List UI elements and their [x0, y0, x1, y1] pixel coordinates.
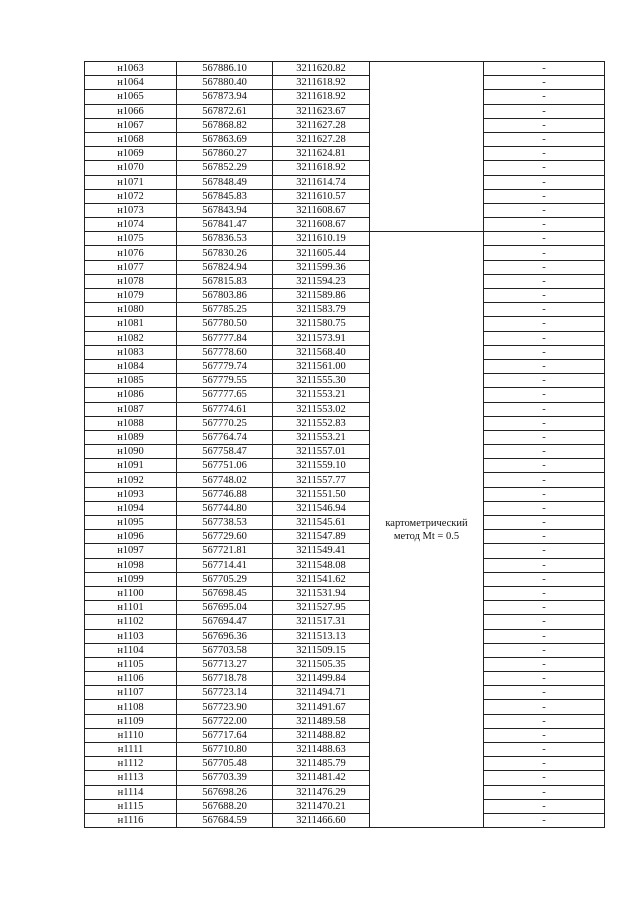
y-coordinate-cell: 3211476.29: [273, 785, 370, 799]
description-cell: -: [484, 118, 605, 132]
point-name-cell: н1073: [85, 203, 177, 217]
table-row: [85, 743, 605, 757]
y-coordinate-cell: 3211527.95: [273, 601, 370, 615]
point-name-cell: н1116: [85, 813, 177, 827]
description-cell: -: [484, 62, 605, 76]
description-cell: -: [484, 161, 605, 175]
description-cell: -: [484, 402, 605, 416]
y-coordinate-cell: 3211557.01: [273, 445, 370, 459]
y-coordinate-cell: 3211470.21: [273, 799, 370, 813]
y-coordinate-cell: 3211608.67: [273, 203, 370, 217]
table-row: [85, 147, 605, 161]
x-coordinate-cell: 567718.78: [177, 672, 273, 686]
point-name-cell: н1091: [85, 459, 177, 473]
description-cell: -: [484, 530, 605, 544]
description-cell: -: [484, 331, 605, 345]
table-row: [85, 813, 605, 827]
table-row: [85, 601, 605, 615]
y-coordinate-cell: 3211623.67: [273, 104, 370, 118]
description-cell: -: [484, 643, 605, 657]
description-cell: -: [484, 246, 605, 260]
x-coordinate-cell: 567830.26: [177, 246, 273, 260]
table-row: [85, 345, 605, 359]
y-coordinate-cell: 3211553.21: [273, 388, 370, 402]
point-name-cell: н1079: [85, 289, 177, 303]
y-coordinate-cell: 3211561.00: [273, 359, 370, 373]
description-cell: -: [484, 218, 605, 232]
point-name-cell: н1093: [85, 487, 177, 501]
x-coordinate-cell: 567780.50: [177, 317, 273, 331]
x-coordinate-cell: 567721.81: [177, 544, 273, 558]
point-name-cell: н1109: [85, 714, 177, 728]
description-cell: -: [484, 445, 605, 459]
y-coordinate-cell: 3211580.75: [273, 317, 370, 331]
point-name-cell: н1077: [85, 260, 177, 274]
table-row: [85, 586, 605, 600]
table-row: [85, 260, 605, 274]
table-row: [85, 771, 605, 785]
table-row: [85, 459, 605, 473]
table-row: [85, 416, 605, 430]
description-cell: -: [484, 615, 605, 629]
point-name-cell: н1102: [85, 615, 177, 629]
y-coordinate-cell: 3211517.31: [273, 615, 370, 629]
table-row: [85, 246, 605, 260]
table-row: [85, 62, 605, 76]
description-cell: -: [484, 232, 605, 246]
y-coordinate-cell: 3211531.94: [273, 586, 370, 600]
description-cell: -: [484, 388, 605, 402]
point-name-cell: н1071: [85, 175, 177, 189]
table-row: [85, 90, 605, 104]
y-coordinate-cell: 3211614.74: [273, 175, 370, 189]
y-coordinate-cell: 3211557.77: [273, 473, 370, 487]
x-coordinate-cell: 567848.49: [177, 175, 273, 189]
description-cell: -: [484, 416, 605, 430]
y-coordinate-cell: 3211618.92: [273, 76, 370, 90]
point-name-cell: н1089: [85, 430, 177, 444]
point-name-cell: н1078: [85, 274, 177, 288]
table-row: [85, 402, 605, 416]
point-name-cell: н1101: [85, 601, 177, 615]
description-cell: -: [484, 104, 605, 118]
description-cell: -: [484, 289, 605, 303]
table-row: [85, 203, 605, 217]
x-coordinate-cell: 567705.29: [177, 572, 273, 586]
x-coordinate-cell: 567852.29: [177, 161, 273, 175]
point-name-cell: н1088: [85, 416, 177, 430]
x-coordinate-cell: 567748.02: [177, 473, 273, 487]
point-name-cell: н1112: [85, 757, 177, 771]
x-coordinate-cell: 567779.74: [177, 359, 273, 373]
table-row: [85, 501, 605, 515]
x-coordinate-cell: 567738.53: [177, 516, 273, 530]
y-coordinate-cell: 3211599.36: [273, 260, 370, 274]
description-cell: -: [484, 672, 605, 686]
table-row: [85, 388, 605, 402]
table-row: [85, 544, 605, 558]
x-coordinate-cell: 567746.88: [177, 487, 273, 501]
x-coordinate-cell: 567785.25: [177, 303, 273, 317]
description-cell: -: [484, 686, 605, 700]
table-row: [85, 757, 605, 771]
y-coordinate-cell: 3211568.40: [273, 345, 370, 359]
y-coordinate-cell: 3211546.94: [273, 501, 370, 515]
point-name-cell: н1098: [85, 558, 177, 572]
table-row: [85, 118, 605, 132]
x-coordinate-cell: 567777.84: [177, 331, 273, 345]
point-name-cell: н1113: [85, 771, 177, 785]
x-coordinate-cell: 567705.48: [177, 757, 273, 771]
point-name-cell: н1105: [85, 657, 177, 671]
table-row: [85, 473, 605, 487]
y-coordinate-cell: 3211481.42: [273, 771, 370, 785]
x-coordinate-cell: 567710.80: [177, 743, 273, 757]
table-row: [85, 643, 605, 657]
point-name-cell: н1080: [85, 303, 177, 317]
table-row: [85, 530, 605, 544]
table-row: [85, 714, 605, 728]
table-row: [85, 558, 605, 572]
description-cell: -: [484, 771, 605, 785]
table-row: [85, 728, 605, 742]
y-coordinate-cell: 3211494.71: [273, 686, 370, 700]
y-coordinate-cell: 3211485.79: [273, 757, 370, 771]
description-cell: -: [484, 459, 605, 473]
description-cell: -: [484, 700, 605, 714]
table-row: [85, 700, 605, 714]
description-cell: -: [484, 629, 605, 643]
description-cell: -: [484, 473, 605, 487]
point-name-cell: н1115: [85, 799, 177, 813]
x-coordinate-cell: 567684.59: [177, 813, 273, 827]
table-row: [85, 572, 605, 586]
point-name-cell: н1097: [85, 544, 177, 558]
description-cell: -: [484, 657, 605, 671]
y-coordinate-cell: 3211488.63: [273, 743, 370, 757]
table-row: [85, 331, 605, 345]
x-coordinate-cell: 567703.58: [177, 643, 273, 657]
description-cell: -: [484, 813, 605, 827]
table-row: [85, 686, 605, 700]
x-coordinate-cell: 567758.47: [177, 445, 273, 459]
point-name-cell: н1066: [85, 104, 177, 118]
description-cell: -: [484, 317, 605, 331]
x-coordinate-cell: 567868.82: [177, 118, 273, 132]
table-row: [85, 516, 605, 530]
y-coordinate-cell: 3211610.19: [273, 232, 370, 246]
table-row: [85, 161, 605, 175]
y-coordinate-cell: 3211509.15: [273, 643, 370, 657]
x-coordinate-cell: 567751.06: [177, 459, 273, 473]
description-cell: -: [484, 799, 605, 813]
y-coordinate-cell: 3211610.57: [273, 189, 370, 203]
x-coordinate-cell: 567698.45: [177, 586, 273, 600]
point-name-cell: н1068: [85, 132, 177, 146]
y-coordinate-cell: 3211553.02: [273, 402, 370, 416]
table-row: [85, 445, 605, 459]
x-coordinate-cell: 567873.94: [177, 90, 273, 104]
point-name-cell: н1100: [85, 586, 177, 600]
point-name-cell: н1099: [85, 572, 177, 586]
y-coordinate-cell: 3211553.21: [273, 430, 370, 444]
description-cell: -: [484, 345, 605, 359]
point-name-cell: н1065: [85, 90, 177, 104]
y-coordinate-cell: 3211541.62: [273, 572, 370, 586]
x-coordinate-cell: 567695.04: [177, 601, 273, 615]
table-row: [85, 359, 605, 373]
coordinates-table: [84, 61, 605, 828]
x-coordinate-cell: 567843.94: [177, 203, 273, 217]
x-coordinate-cell: 567863.69: [177, 132, 273, 146]
table-row: [85, 175, 605, 189]
table-row: [85, 76, 605, 90]
point-name-cell: н1108: [85, 700, 177, 714]
table-row: [85, 487, 605, 501]
y-coordinate-cell: 3211545.61: [273, 516, 370, 530]
description-cell: -: [484, 487, 605, 501]
point-name-cell: н1106: [85, 672, 177, 686]
x-coordinate-cell: 567714.41: [177, 558, 273, 572]
description-cell: -: [484, 728, 605, 742]
x-coordinate-cell: 567836.53: [177, 232, 273, 246]
table-row: [85, 657, 605, 671]
point-name-cell: н1075: [85, 232, 177, 246]
x-coordinate-cell: 567764.74: [177, 430, 273, 444]
point-name-cell: н1092: [85, 473, 177, 487]
point-name-cell: н1096: [85, 530, 177, 544]
y-coordinate-cell: 3211505.35: [273, 657, 370, 671]
description-cell: -: [484, 501, 605, 515]
table-row: [85, 615, 605, 629]
description-cell: -: [484, 359, 605, 373]
y-coordinate-cell: 3211547.89: [273, 530, 370, 544]
x-coordinate-cell: 567845.83: [177, 189, 273, 203]
description-cell: -: [484, 274, 605, 288]
y-coordinate-cell: 3211552.83: [273, 416, 370, 430]
point-name-cell: н1082: [85, 331, 177, 345]
x-coordinate-cell: 567803.86: [177, 289, 273, 303]
y-coordinate-cell: 3211618.92: [273, 161, 370, 175]
y-coordinate-cell: 3211548.08: [273, 558, 370, 572]
table-row: [85, 104, 605, 118]
x-coordinate-cell: 567778.60: [177, 345, 273, 359]
method-cell: [370, 232, 484, 828]
table-row: [85, 289, 605, 303]
method-accuracy-text: метод Mt = 0.5: [393, 530, 460, 542]
y-coordinate-cell: 3211573.91: [273, 331, 370, 345]
y-coordinate-cell: 3211489.58: [273, 714, 370, 728]
y-coordinate-cell: 3211589.86: [273, 289, 370, 303]
x-coordinate-cell: 567824.94: [177, 260, 273, 274]
description-cell: -: [484, 76, 605, 90]
y-coordinate-cell: 3211594.23: [273, 274, 370, 288]
point-name-cell: н1076: [85, 246, 177, 260]
x-coordinate-cell: 567815.83: [177, 274, 273, 288]
table-row: [85, 317, 605, 331]
x-coordinate-cell: 567694.47: [177, 615, 273, 629]
point-name-cell: н1104: [85, 643, 177, 657]
coordinates-table-body: [85, 62, 605, 828]
x-coordinate-cell: 567777.65: [177, 388, 273, 402]
x-coordinate-cell: 567723.90: [177, 700, 273, 714]
description-cell: -: [484, 743, 605, 757]
y-coordinate-cell: 3211555.30: [273, 374, 370, 388]
table-row: [85, 374, 605, 388]
description-cell: -: [484, 544, 605, 558]
y-coordinate-cell: 3211466.60: [273, 813, 370, 827]
table-row: [85, 672, 605, 686]
y-coordinate-cell: 3211605.44: [273, 246, 370, 260]
y-coordinate-cell: 3211627.28: [273, 118, 370, 132]
y-coordinate-cell: 3211488.82: [273, 728, 370, 742]
point-name-cell: н1103: [85, 629, 177, 643]
table-row: [85, 785, 605, 799]
description-cell: -: [484, 714, 605, 728]
y-coordinate-cell: 3211559.10: [273, 459, 370, 473]
y-coordinate-cell: 3211608.67: [273, 218, 370, 232]
point-name-cell: н1111: [85, 743, 177, 757]
point-name-cell: н1107: [85, 686, 177, 700]
point-name-cell: н1090: [85, 445, 177, 459]
description-cell: -: [484, 303, 605, 317]
x-coordinate-cell: 567723.14: [177, 686, 273, 700]
x-coordinate-cell: 567774.61: [177, 402, 273, 416]
y-coordinate-cell: 3211618.92: [273, 90, 370, 104]
y-coordinate-cell: 3211583.79: [273, 303, 370, 317]
description-cell: -: [484, 260, 605, 274]
point-name-cell: н1067: [85, 118, 177, 132]
x-coordinate-cell: 567744.80: [177, 501, 273, 515]
x-coordinate-cell: 567770.25: [177, 416, 273, 430]
point-name-cell: н1081: [85, 317, 177, 331]
description-cell: -: [484, 374, 605, 388]
description-cell: -: [484, 785, 605, 799]
x-coordinate-cell: 567722.00: [177, 714, 273, 728]
description-cell: -: [484, 601, 605, 615]
table-row: [85, 132, 605, 146]
point-name-cell: н1072: [85, 189, 177, 203]
description-cell: -: [484, 189, 605, 203]
point-name-cell: н1063: [85, 62, 177, 76]
x-coordinate-cell: 567713.27: [177, 657, 273, 671]
y-coordinate-cell: 3211624.81: [273, 147, 370, 161]
y-coordinate-cell: 3211549.41: [273, 544, 370, 558]
point-name-cell: н1074: [85, 218, 177, 232]
y-coordinate-cell: 3211551.50: [273, 487, 370, 501]
description-cell: -: [484, 132, 605, 146]
x-coordinate-cell: 567703.39: [177, 771, 273, 785]
y-coordinate-cell: 3211499.84: [273, 672, 370, 686]
x-coordinate-cell: 567841.47: [177, 218, 273, 232]
table-row: [85, 218, 605, 232]
table-row: [85, 430, 605, 444]
description-cell: -: [484, 430, 605, 444]
description-cell: -: [484, 586, 605, 600]
x-coordinate-cell: 567860.27: [177, 147, 273, 161]
method-cell-top: [370, 62, 484, 232]
point-name-cell: н1064: [85, 76, 177, 90]
point-name-cell: н1070: [85, 161, 177, 175]
description-cell: -: [484, 147, 605, 161]
x-coordinate-cell: 567717.64: [177, 728, 273, 742]
x-coordinate-cell: 567872.61: [177, 104, 273, 118]
x-coordinate-cell: 567880.40: [177, 76, 273, 90]
point-name-cell: н1110: [85, 728, 177, 742]
table-row: [85, 274, 605, 288]
y-coordinate-cell: 3211620.82: [273, 62, 370, 76]
y-coordinate-cell: 3211491.67: [273, 700, 370, 714]
y-coordinate-cell: 3211513.13: [273, 629, 370, 643]
table-row: [85, 799, 605, 813]
point-name-cell: н1114: [85, 785, 177, 799]
point-name-cell: н1085: [85, 374, 177, 388]
x-coordinate-cell: 567698.26: [177, 785, 273, 799]
x-coordinate-cell: 567696.36: [177, 629, 273, 643]
description-cell: -: [484, 203, 605, 217]
description-cell: -: [484, 757, 605, 771]
point-name-cell: н1083: [85, 345, 177, 359]
description-cell: -: [484, 572, 605, 586]
method-name-text: картометрический: [385, 517, 468, 529]
point-name-cell: н1087: [85, 402, 177, 416]
point-name-cell: н1095: [85, 516, 177, 530]
table-row: [85, 189, 605, 203]
table-row: [85, 303, 605, 317]
point-name-cell: н1094: [85, 501, 177, 515]
point-name-cell: н1084: [85, 359, 177, 373]
y-coordinate-cell: 3211627.28: [273, 132, 370, 146]
table-row: [85, 629, 605, 643]
description-cell: -: [484, 90, 605, 104]
description-cell: -: [484, 516, 605, 530]
table-row: [85, 232, 605, 246]
x-coordinate-cell: 567779.55: [177, 374, 273, 388]
description-cell: -: [484, 558, 605, 572]
x-coordinate-cell: 567886.10: [177, 62, 273, 76]
point-name-cell: н1086: [85, 388, 177, 402]
x-coordinate-cell: 567729.60: [177, 530, 273, 544]
point-name-cell: н1069: [85, 147, 177, 161]
description-cell: -: [484, 175, 605, 189]
x-coordinate-cell: 567688.20: [177, 799, 273, 813]
